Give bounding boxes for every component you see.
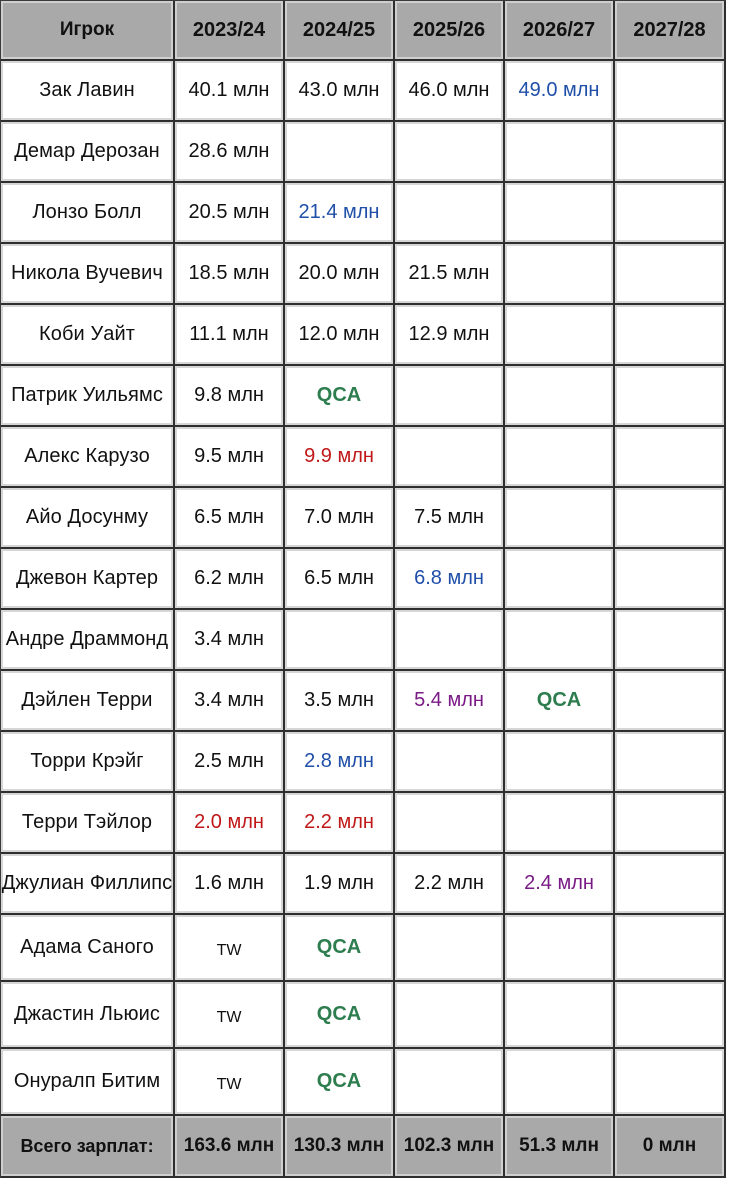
salary-cell-2026-27 <box>505 549 615 610</box>
salary-cell-2027-28 <box>615 244 726 305</box>
salary-cell-2025-26 <box>395 982 505 1049</box>
header-season-2026-27: 2026/27 <box>505 1 615 61</box>
table-row <box>1 915 726 982</box>
salary-cell-2024-25 <box>285 122 395 183</box>
salary-cell-2026-27 <box>505 122 615 183</box>
salary-cell-2026-27 <box>505 1049 615 1116</box>
salary-cell-2025-26 <box>395 183 505 244</box>
salary-cell-2026-27 <box>505 610 615 671</box>
table-row <box>1 366 726 427</box>
table-row <box>1 982 726 1049</box>
salary-cell-2024-25: QCA <box>285 366 395 427</box>
salary-cell-2024-25: 6.5 млн <box>285 549 395 610</box>
salary-cell-2025-26: 7.5 млн <box>395 488 505 549</box>
salary-cell-2026-27 <box>505 366 615 427</box>
total-2027-28: 0 млн <box>615 1116 726 1178</box>
salary-cell-2023-24: 2.0 млн <box>175 793 285 854</box>
salary-cell-2027-28 <box>615 610 726 671</box>
player-name: Торри Крэйг <box>1 732 175 793</box>
salary-cell-2024-25 <box>285 610 395 671</box>
player-name: Джулиан Филлипс <box>1 854 175 915</box>
salary-cell-2023-24: 1.6 млн <box>175 854 285 915</box>
player-name: Зак Лавин <box>1 61 175 122</box>
salary-cell-2026-27 <box>505 183 615 244</box>
table-row <box>1 671 726 732</box>
salary-cell-2024-25: 43.0 млн <box>285 61 395 122</box>
salary-cell-2026-27 <box>505 427 615 488</box>
header-season-2025-26: 2025/26 <box>395 1 505 61</box>
table-row <box>1 61 726 122</box>
player-name: Джастин Льюис <box>1 982 175 1049</box>
salary-cell-2026-27: 2.4 млн <box>505 854 615 915</box>
total-2024-25: 130.3 млн <box>285 1116 395 1178</box>
salary-cell-2023-24: 11.1 млн <box>175 305 285 366</box>
player-name: Джевон Картер <box>1 549 175 610</box>
salary-cell-2027-28 <box>615 982 726 1049</box>
salary-cell-2027-28 <box>615 854 726 915</box>
salary-cell-2023-24: 28.6 млн <box>175 122 285 183</box>
salary-cell-2025-26 <box>395 915 505 982</box>
table-row <box>1 732 726 793</box>
player-name: Айо Досунму <box>1 488 175 549</box>
salary-cell-2026-27 <box>505 915 615 982</box>
salary-cell-2027-28 <box>615 61 726 122</box>
salary-cell-2024-25: QCA <box>285 1049 395 1116</box>
salary-cell-2025-26 <box>395 427 505 488</box>
salary-cell-2027-28 <box>615 366 726 427</box>
salary-cell-2025-26 <box>395 366 505 427</box>
salary-cell-2026-27 <box>505 305 615 366</box>
player-name: Терри Тэйлор <box>1 793 175 854</box>
table-row <box>1 854 726 915</box>
salary-cell-2024-25: 20.0 млн <box>285 244 395 305</box>
salary-cell-2025-26: 46.0 млн <box>395 61 505 122</box>
salary-cell-2026-27 <box>505 488 615 549</box>
salary-cell-2023-24: 3.4 млн <box>175 671 285 732</box>
salary-cell-2024-25: 1.9 млн <box>285 854 395 915</box>
salary-cell-2024-25: 12.0 млн <box>285 305 395 366</box>
salary-cell-2024-25: 2.8 млн <box>285 732 395 793</box>
salary-cell-2023-24: 9.5 млн <box>175 427 285 488</box>
salary-cell-2024-25: 9.9 млн <box>285 427 395 488</box>
salary-cell-2026-27 <box>505 732 615 793</box>
salary-cell-2023-24: 20.5 млн <box>175 183 285 244</box>
salary-cell-2024-25: QCA <box>285 982 395 1049</box>
salary-cell-2025-26 <box>395 122 505 183</box>
salary-cell-2027-28 <box>615 915 726 982</box>
player-name: Андре Драммонд <box>1 610 175 671</box>
salary-cell-2025-26: 12.9 млн <box>395 305 505 366</box>
salary-cell-2025-26: 2.2 млн <box>395 854 505 915</box>
player-name: Лонзо Болл <box>1 183 175 244</box>
salary-cell-2024-25: QCA <box>285 915 395 982</box>
header-season-2024-25: 2024/25 <box>285 1 395 61</box>
table-row <box>1 305 726 366</box>
salary-cell-2027-28 <box>615 183 726 244</box>
player-name: Алекс Карузо <box>1 427 175 488</box>
header-row <box>1 1 726 61</box>
salary-cell-2027-28 <box>615 488 726 549</box>
table-body <box>1 61 726 1116</box>
table-row <box>1 610 726 671</box>
table-row <box>1 1049 726 1116</box>
salary-cell-2024-25: 3.5 млн <box>285 671 395 732</box>
header-season-2027-28: 2027/28 <box>615 1 726 61</box>
table-row <box>1 244 726 305</box>
total-2026-27: 51.3 млн <box>505 1116 615 1178</box>
salary-cell-2024-25: 21.4 млн <box>285 183 395 244</box>
salary-cell-2025-26: 21.5 млн <box>395 244 505 305</box>
salary-cell-2026-27 <box>505 793 615 854</box>
salary-cell-2025-26 <box>395 1049 505 1116</box>
salary-cell-2025-26 <box>395 793 505 854</box>
salary-cell-2023-24: 18.5 млн <box>175 244 285 305</box>
salary-cell-2024-25: 7.0 млн <box>285 488 395 549</box>
table-row <box>1 793 726 854</box>
salary-cell-2023-24: 3.4 млн <box>175 610 285 671</box>
salary-cell-2023-24: TW <box>175 915 285 982</box>
player-name: Никола Вучевич <box>1 244 175 305</box>
salary-cell-2026-27: 49.0 млн <box>505 61 615 122</box>
total-2025-26: 102.3 млн <box>395 1116 505 1178</box>
totals-row <box>1 1116 726 1178</box>
salary-cell-2026-27 <box>505 244 615 305</box>
salary-cell-2027-28 <box>615 732 726 793</box>
salary-cell-2023-24: TW <box>175 982 285 1049</box>
total-2023-24: 163.6 млн <box>175 1116 285 1178</box>
salary-cell-2025-26 <box>395 732 505 793</box>
salary-cell-2025-26 <box>395 610 505 671</box>
salary-cell-2027-28 <box>615 549 726 610</box>
salary-cell-2023-24: 9.8 млн <box>175 366 285 427</box>
player-name: Адама Саного <box>1 915 175 982</box>
salary-cell-2025-26: 6.8 млн <box>395 549 505 610</box>
salary-cell-2024-25: 2.2 млн <box>285 793 395 854</box>
player-name: Демар Дерозан <box>1 122 175 183</box>
player-name: Онуралп Битим <box>1 1049 175 1116</box>
table-row <box>1 183 726 244</box>
totals-label: Всего зарплат: <box>1 1116 175 1178</box>
salary-cell-2027-28 <box>615 122 726 183</box>
salary-cell-2026-27: QCA <box>505 671 615 732</box>
table-row <box>1 488 726 549</box>
table-row <box>1 427 726 488</box>
player-name: Дэйлен Терри <box>1 671 175 732</box>
salary-cell-2023-24: 6.2 млн <box>175 549 285 610</box>
player-name: Коби Уайт <box>1 305 175 366</box>
salary-cell-2026-27 <box>505 982 615 1049</box>
salary-cell-2023-24: TW <box>175 1049 285 1116</box>
player-name: Патрик Уильямс <box>1 366 175 427</box>
salary-cell-2027-28 <box>615 793 726 854</box>
salary-cell-2023-24: 40.1 млн <box>175 61 285 122</box>
salary-cell-2025-26: 5.4 млн <box>395 671 505 732</box>
header-player: Игрок <box>1 1 175 61</box>
salary-cell-2023-24: 2.5 млн <box>175 732 285 793</box>
salary-cell-2023-24: 6.5 млн <box>175 488 285 549</box>
table-row <box>1 122 726 183</box>
salary-cell-2027-28 <box>615 427 726 488</box>
table-footer <box>1 1116 726 1178</box>
table-header <box>1 1 726 61</box>
salary-cell-2027-28 <box>615 671 726 732</box>
salary-cell-2027-28 <box>615 305 726 366</box>
header-season-2023-24: 2023/24 <box>175 1 285 61</box>
salary-cell-2027-28 <box>615 1049 726 1116</box>
table-row <box>1 549 726 610</box>
